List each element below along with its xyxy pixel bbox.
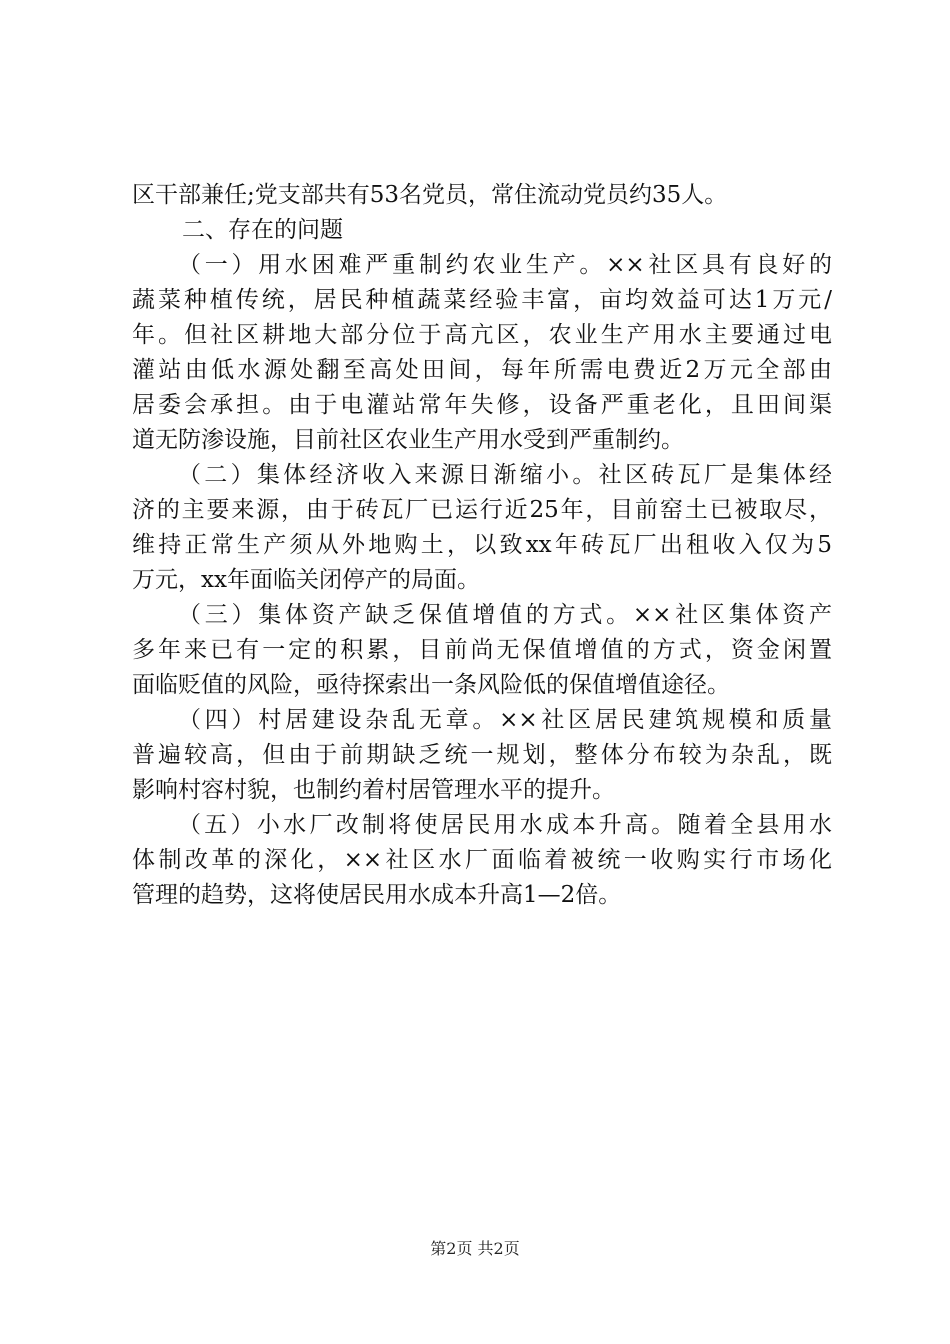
text-line: 居委会承担。由于电灌站常年失修，设备严重老化，且田间渠 <box>132 392 832 418</box>
text-line: （三）集体资产缺乏保值增值的方式。××社区集体资产 <box>178 602 832 628</box>
text-line: 维持正常生产须从外地购土，以致xx年砖瓦厂出租收入仅为5 <box>132 532 832 558</box>
text-line: 体制改革的深化，××社区水厂面临着被统一收购实行市场化 <box>132 847 832 873</box>
text-line: （一）用水困难严重制约农业生产。××社区具有良好的 <box>178 252 832 278</box>
text-line: 济的主要来源，由于砖瓦厂已运行近25年，目前窑土已被取尽， <box>132 497 832 523</box>
text-line: 区干部兼任;党支部共有53名党员，常住流动党员约35人。 <box>132 182 728 208</box>
text-line: 面临贬值的风险，亟待探索出一条风险低的保值增值途径。 <box>132 672 730 698</box>
section-heading: 二、存在的问题 <box>182 217 343 243</box>
text-line: 多年来已有一定的积累，目前尚无保值增值的方式，资金闲置 <box>132 637 832 663</box>
text-line: 年。但社区耕地大部分位于高亢区，农业生产用水主要通过电 <box>132 322 832 348</box>
text-line: 普遍较高，但由于前期缺乏统一规划，整体分布较为杂乱，既 <box>132 742 832 768</box>
text-line: 灌站由低水源处翻至高处田间，每年所需电费近2万元全部由 <box>132 357 832 383</box>
text-line: 道无防渗设施，目前社区农业生产用水受到严重制约。 <box>132 427 684 453</box>
text-line: （五）小水厂改制将使居民用水成本升高。随着全县用水 <box>178 812 832 838</box>
text-line: （二）集体经济收入来源日渐缩小。社区砖瓦厂是集体经 <box>178 462 832 488</box>
text-line: 蔬菜种植传统，居民种植蔬菜经验丰富，亩均效益可达1万元/ <box>132 287 832 313</box>
text-line: 万元，xx年面临关闭停产的局面。 <box>132 567 480 593</box>
text-line: 影响村容村貌，也制约着村居管理水平的提升。 <box>132 777 615 803</box>
page-footer: 第2页 共2页 <box>430 1239 520 1258</box>
text-line: （四）村居建设杂乱无章。××社区居民建筑规模和质量 <box>178 707 832 733</box>
document-body <box>132 178 832 913</box>
text-line: 管理的趋势，这将使居民用水成本升高1—2倍。 <box>132 882 622 908</box>
